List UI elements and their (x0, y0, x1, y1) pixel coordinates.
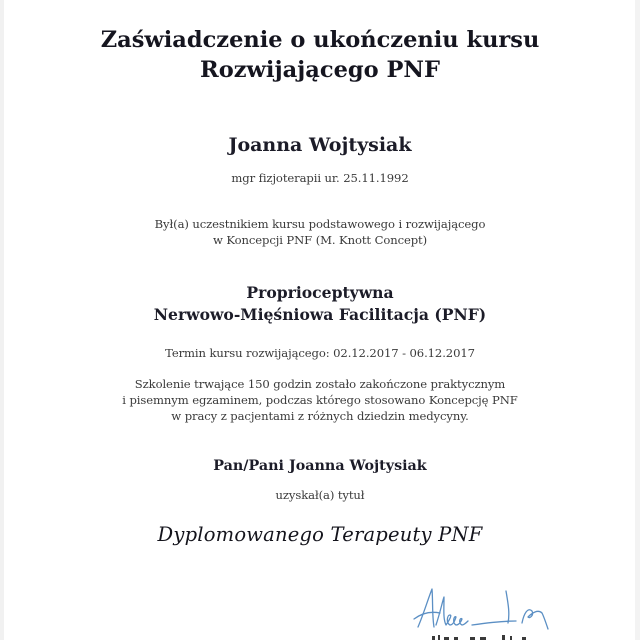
training-line-2: i pisemnym egzaminem, podczas którego stosowano Koncepcję PNF (122, 393, 518, 407)
certificate-title (0, 25, 640, 85)
concept-line-2: Nerwowo-Mięśniowa Facilitacja (PNF) (153, 305, 487, 324)
title-line-1: Zaświadczenie o ukończeniu kursu (100, 27, 540, 53)
concept-line-1: Proprioceptywna (246, 283, 394, 302)
training-description (0, 376, 640, 424)
concept-name (0, 282, 640, 326)
signature-icon (410, 583, 570, 633)
participant-line-1: Był(a) uczestnikiem kursu podstawowego i rozwijającego (154, 217, 486, 231)
holder-name: Joanna Wojtysiak (228, 134, 412, 156)
participant-line-2: w Koncepcji PNF (M. Knott Concept) (212, 233, 428, 247)
course-term: Termin kursu rozwijającego: 02.12.2017 - 06.12.2017 (165, 346, 475, 360)
training-line-3: w pracy z pacjentami z różnych dziedzin medycyny. (171, 409, 469, 423)
participant-statement (0, 216, 640, 248)
degree-and-birth: mgr fizjoterapii ur. 25.11.1992 (231, 171, 409, 185)
title-line-2: Rozwijającego PNF (200, 57, 440, 83)
signature-caption-clipped (430, 634, 560, 640)
obtained-title-label: uzyskał(a) tytuł (275, 488, 365, 502)
recipient-name: Pan/Pani Joanna Wojtysiak (213, 458, 427, 474)
training-line-1: Szkolenie trwające 150 godzin zostało zakończone praktycznym (134, 377, 506, 391)
diploma-title: Dyplomowanego Terapeuty PNF (157, 523, 483, 546)
